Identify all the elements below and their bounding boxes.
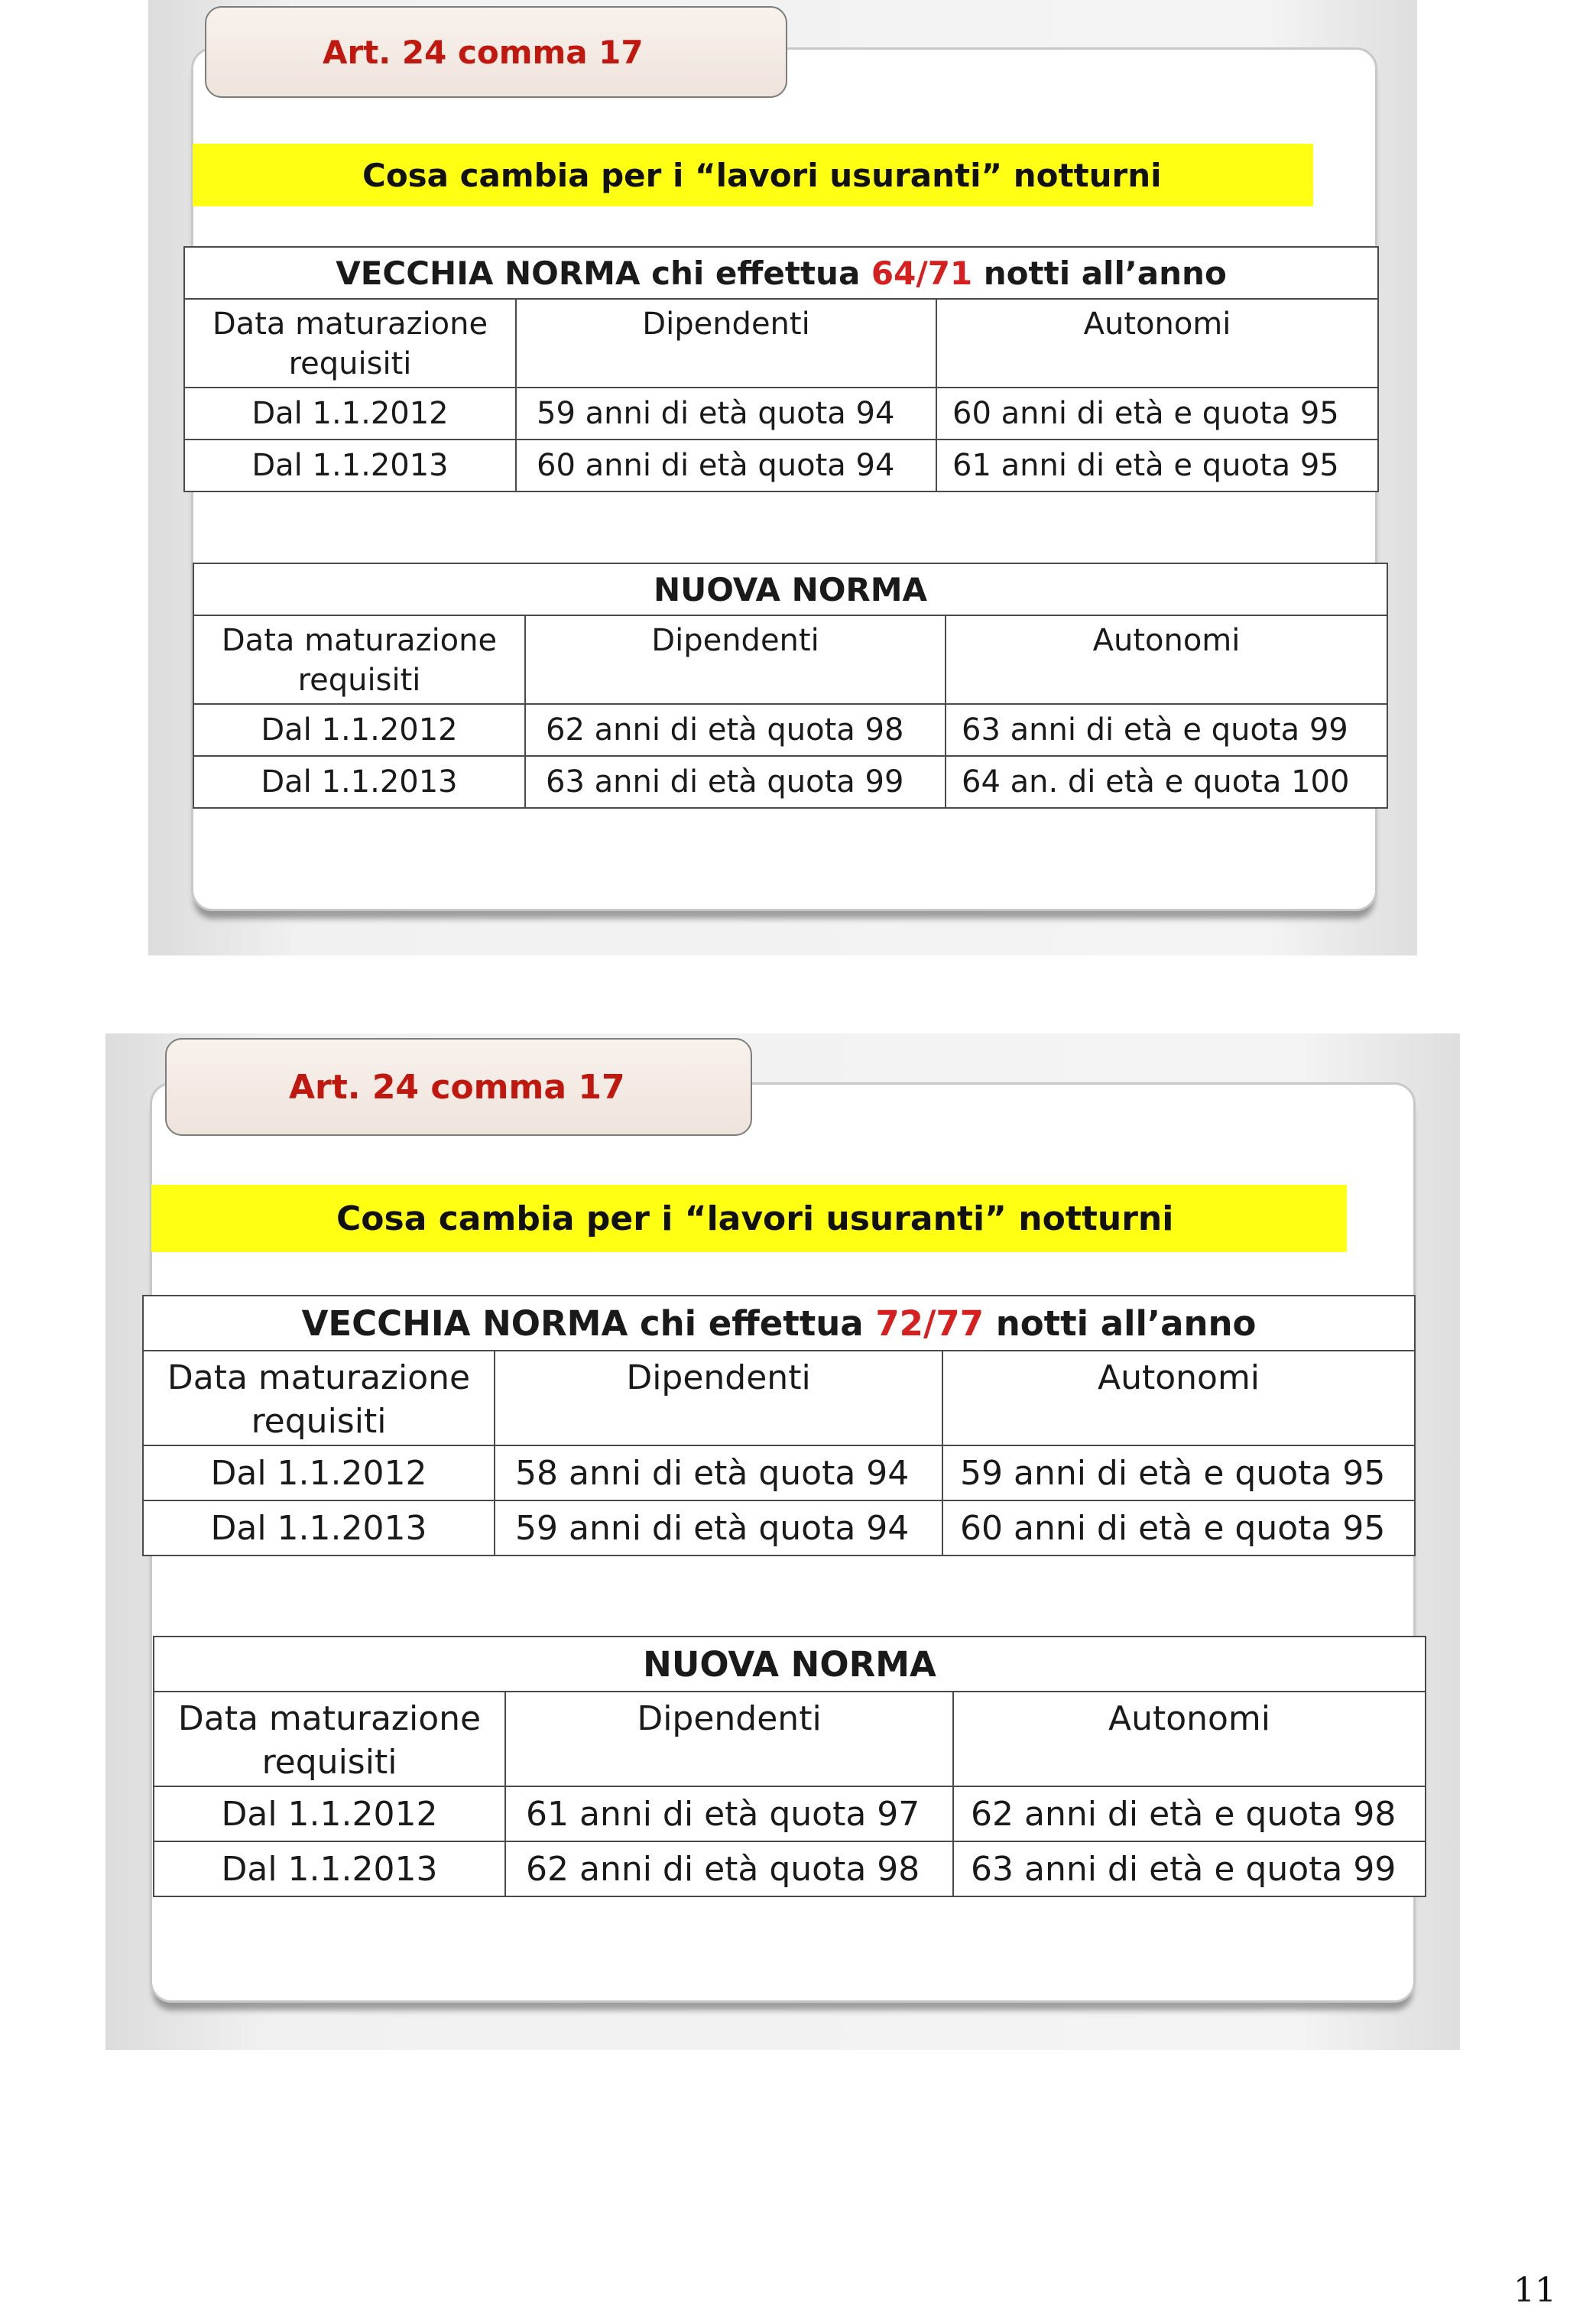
slide-2-new-row-2-date: Dal 1.1.2013: [154, 1841, 505, 1896]
slide-2-tab: [165, 1038, 752, 1136]
slide-1-old-row-1-date: Dal 1.1.2012: [184, 388, 516, 440]
slide-1-old-row-2-dipendenti: 60 anni di età quota 94: [516, 440, 936, 491]
slide-1-new-row-2-dipendenti: 63 anni di età quota 99: [525, 756, 946, 808]
slide-2-tab-title: Art. 24 comma 17: [289, 1067, 625, 1107]
table-row: [193, 704, 1387, 756]
slide-2-banner: [151, 1185, 1347, 1252]
slide-1-old-col-autonomi: Autonomi: [936, 299, 1378, 388]
slide-1-tab-title: Art. 24 comma 17: [323, 33, 644, 71]
slide-1-new-row-2-date: Dal 1.1.2013: [193, 756, 525, 808]
slide-2-old-row-2-autonomi: 60 anni di età e quota 95: [942, 1500, 1415, 1556]
table-row: [154, 1841, 1426, 1896]
slide-1-new-col-dipendenti: Dipendenti: [525, 615, 946, 704]
slide-2-new-row-1-autonomi: 62 anni di età e quota 98: [953, 1786, 1426, 1841]
table-row: [193, 756, 1387, 808]
slide-1-old-nights: 64/71: [871, 254, 973, 292]
slide-1-new-col-date: Data maturazione requisiti: [193, 615, 525, 704]
slide-2-new-row-2-dipendenti: 62 anni di età quota 98: [505, 1841, 953, 1896]
slide-2-new-row-2-autonomi: 63 anni di età e quota 99: [953, 1841, 1426, 1896]
table-row: [143, 1500, 1415, 1556]
slide-1-new-row-2-autonomi: 64 an. di età e quota 100: [946, 756, 1387, 808]
slide-2-old-col-date: Data maturazione requisiti: [143, 1351, 495, 1445]
slide-1-tab: [205, 6, 787, 98]
slide-1-old-norm-table: [183, 246, 1379, 492]
slide-1-banner-text: Cosa cambia per i “lavori usuranti” notturni: [362, 156, 1162, 194]
table-row: [154, 1786, 1426, 1841]
slide-2-new-col-autonomi: Autonomi: [953, 1692, 1426, 1786]
slide-2-old-col-autonomi: Autonomi: [942, 1351, 1415, 1445]
slide-1: [148, 0, 1417, 955]
slide-1-old-row-1-autonomi: 60 anni di età e quota 95: [936, 388, 1378, 440]
slide-1-new-col-autonomi: Autonomi: [946, 615, 1387, 704]
slide-2-old-norm-title: VECCHIA NORMA chi effettua 72/77 notti all’anno: [143, 1296, 1415, 1351]
slide-2-new-row-1-dipendenti: 61 anni di età quota 97: [505, 1786, 953, 1841]
slide-2-new-norm-table: [153, 1636, 1426, 1897]
slide-2-banner-text: Cosa cambia per i “lavori usuranti” notturni: [336, 1199, 1174, 1238]
slide-1-old-row-1-dipendenti: 59 anni di età quota 94: [516, 388, 936, 440]
slide-1-new-norm-table: [193, 563, 1388, 809]
slide-2-old-row-1-date: Dal 1.1.2012: [143, 1445, 495, 1500]
slide-2-new-row-1-date: Dal 1.1.2012: [154, 1786, 505, 1841]
slide-2-new-col-date: Data maturazione requisiti: [154, 1692, 505, 1786]
slide-2-new-col-dipendenti: Dipendenti: [505, 1692, 953, 1786]
slide-1-old-norm-title: VECCHIA NORMA chi effettua 64/71 notti all’anno: [184, 247, 1378, 299]
slide-1-old-row-2-autonomi: 61 anni di età e quota 95: [936, 440, 1378, 491]
slide-1-new-row-1-dipendenti: 62 anni di età quota 98: [525, 704, 946, 756]
slide-1-old-col-date: Data maturazione requisiti: [184, 299, 516, 388]
slide-2: [105, 1033, 1460, 2050]
slide-1-new-norm-title: NUOVA NORMA: [193, 563, 1387, 615]
slide-1-banner: [193, 144, 1313, 206]
slide-1-old-row-2-date: Dal 1.1.2013: [184, 440, 516, 491]
page-number: 11: [1513, 2271, 1556, 2310]
slide-2-old-col-dipendenti: Dipendenti: [495, 1351, 942, 1445]
slide-2-old-row-2-date: Dal 1.1.2013: [143, 1500, 495, 1556]
table-row: [143, 1445, 1415, 1500]
slide-1-new-row-1-date: Dal 1.1.2012: [193, 704, 525, 756]
slide-2-old-norm-table: [142, 1295, 1416, 1556]
table-row: [184, 388, 1378, 440]
slide-2-old-nights: 72/77: [875, 1302, 985, 1344]
slide-2-old-row-1-autonomi: 59 anni di età e quota 95: [942, 1445, 1415, 1500]
table-row: [184, 440, 1378, 491]
slide-1-new-row-1-autonomi: 63 anni di età e quota 99: [946, 704, 1387, 756]
slide-1-old-col-dipendenti: Dipendenti: [516, 299, 936, 388]
slide-2-new-norm-title: NUOVA NORMA: [154, 1637, 1426, 1692]
slide-2-old-row-1-dipendenti: 58 anni di età quota 94: [495, 1445, 942, 1500]
slide-2-old-row-2-dipendenti: 59 anni di età quota 94: [495, 1500, 942, 1556]
